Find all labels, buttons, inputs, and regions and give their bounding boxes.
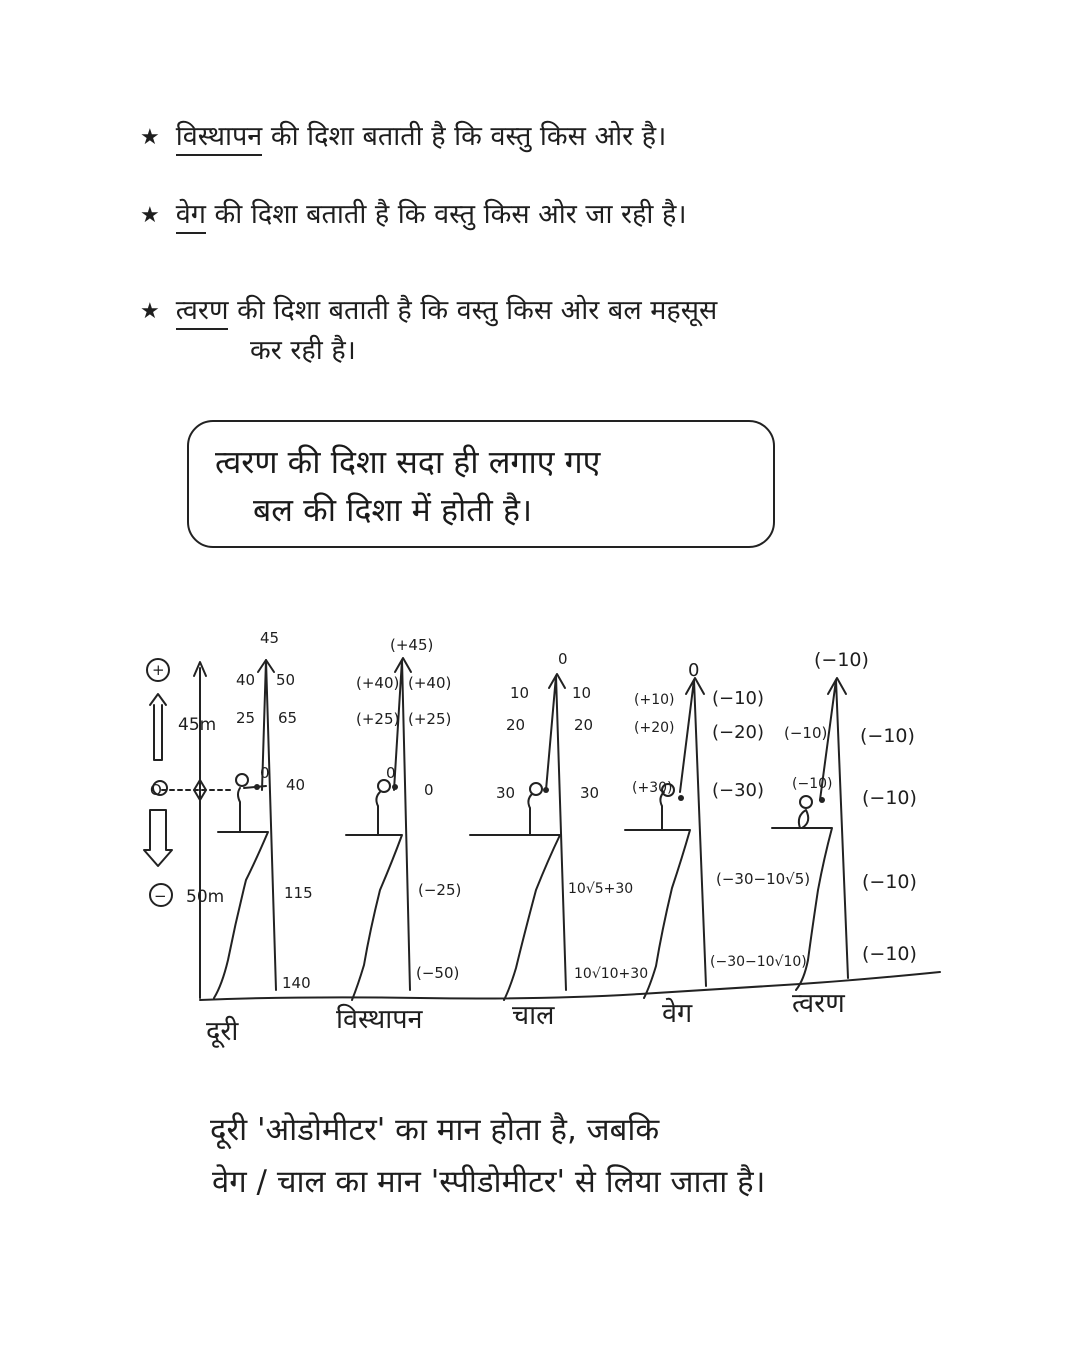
cliff-3: [470, 835, 560, 1000]
tick-label: (+30): [632, 780, 673, 796]
column-title-distance: दूरी: [206, 1016, 239, 1047]
cliff-2: [346, 835, 402, 1000]
tick-label: (−10): [814, 649, 869, 671]
tick-label: (−25): [418, 881, 462, 899]
tick-label: 10: [572, 684, 592, 702]
tick-label: 20: [506, 716, 526, 734]
legend-zero: O: [150, 781, 162, 799]
bullet-keyword: विस्थापन: [176, 121, 263, 156]
bullet-acceleration-continued: कर रही है।: [250, 335, 356, 366]
tick-label: (+25): [408, 710, 452, 728]
star-icon: ★: [140, 298, 160, 324]
bullet-keyword: त्वरण: [176, 295, 229, 330]
path-3: [546, 676, 566, 990]
tick-label: (−30−10√10): [710, 954, 807, 970]
footer-line-2: वेग / चाल का मान 'स्पीडोमीटर' से लिया जाता है।: [212, 1164, 766, 1200]
tick-label: 20: [574, 716, 594, 734]
tick-label: 45: [260, 629, 280, 647]
tick-label: (−10): [784, 724, 828, 742]
bullet-keyword: वेग: [176, 199, 206, 234]
column-title-speed: चाल: [512, 1000, 555, 1031]
tick-label: (−10): [862, 871, 917, 893]
tick-label: (−10): [862, 943, 917, 965]
tick-label: 0: [260, 764, 270, 782]
legend-minus: −: [154, 887, 167, 905]
tick-label: 50: [276, 671, 296, 689]
legend-up-height: 45m: [178, 715, 217, 735]
up-arrow-icon: [150, 694, 166, 760]
tick-label: 30: [496, 784, 516, 802]
tick-label: 115: [284, 884, 313, 902]
legend-down-height: 50m: [186, 887, 225, 907]
tick-label: (+10): [634, 692, 675, 708]
tick-label: (−30−10√5): [716, 870, 811, 888]
box-line-2: बल की दिशा में होती है।: [253, 491, 533, 529]
tick-label: 10: [510, 684, 530, 702]
tick-label: (−50): [416, 964, 460, 982]
speed-column-labels: [496, 650, 648, 982]
velocity-column-labels: [632, 660, 810, 970]
column-title-velocity: वेग: [662, 998, 693, 1029]
tick-label: 0: [386, 764, 396, 782]
path-4: [680, 680, 706, 986]
star-icon: ★: [140, 124, 160, 150]
tick-label: (−10): [712, 688, 765, 709]
tick-label: (+45): [390, 636, 434, 654]
tick-label: 0: [688, 660, 700, 681]
tick-label: 0: [424, 781, 434, 799]
tick-label: (−30): [712, 780, 765, 801]
tick-label: (−20): [712, 722, 765, 743]
column-title-displacement: विस्थापन: [336, 1004, 423, 1035]
legend-plus: +: [152, 661, 165, 679]
tick-label: 0: [558, 650, 568, 668]
tick-label: 10√10+30: [574, 966, 649, 982]
footer-line-1: दूरी 'ओडोमीटर' का मान होता है, जबकि: [210, 1112, 660, 1148]
tick-label: (+40): [408, 674, 452, 692]
tick-label: 40: [286, 776, 306, 794]
tick-label: (+20): [634, 720, 675, 736]
tick-label: 140: [282, 974, 311, 992]
tick-label: (+25): [356, 710, 400, 728]
column-title-acceleration: त्वरण: [792, 988, 845, 1019]
tick-label: 25: [236, 709, 256, 727]
down-arrow-icon: [144, 810, 172, 866]
box-line-1: त्वरण की दिशा सदा ही लगाए गए: [215, 443, 601, 481]
star-icon: ★: [140, 202, 160, 228]
tick-label: (+40): [356, 674, 400, 692]
tick-label: 30: [580, 784, 600, 802]
tick-label: 10√5+30: [568, 881, 634, 897]
bullet-text: की दिशा बताती है कि वस्तु किस ओर जा रही है।: [214, 199, 687, 230]
tick-label: (−10): [862, 787, 917, 809]
tick-label: 40: [236, 671, 256, 689]
path-1: [262, 660, 276, 990]
cliff-1: [214, 832, 268, 998]
bullet-text: की दिशा बताती है कि वस्तु किस ओर बल महसूस: [237, 295, 718, 326]
bullet-text: की दिशा बताती है कि वस्तु किस ओर है।: [270, 121, 667, 152]
tick-label: (−10): [792, 776, 833, 792]
tick-label: (−10): [860, 725, 915, 747]
tick-label: 65: [278, 709, 298, 727]
